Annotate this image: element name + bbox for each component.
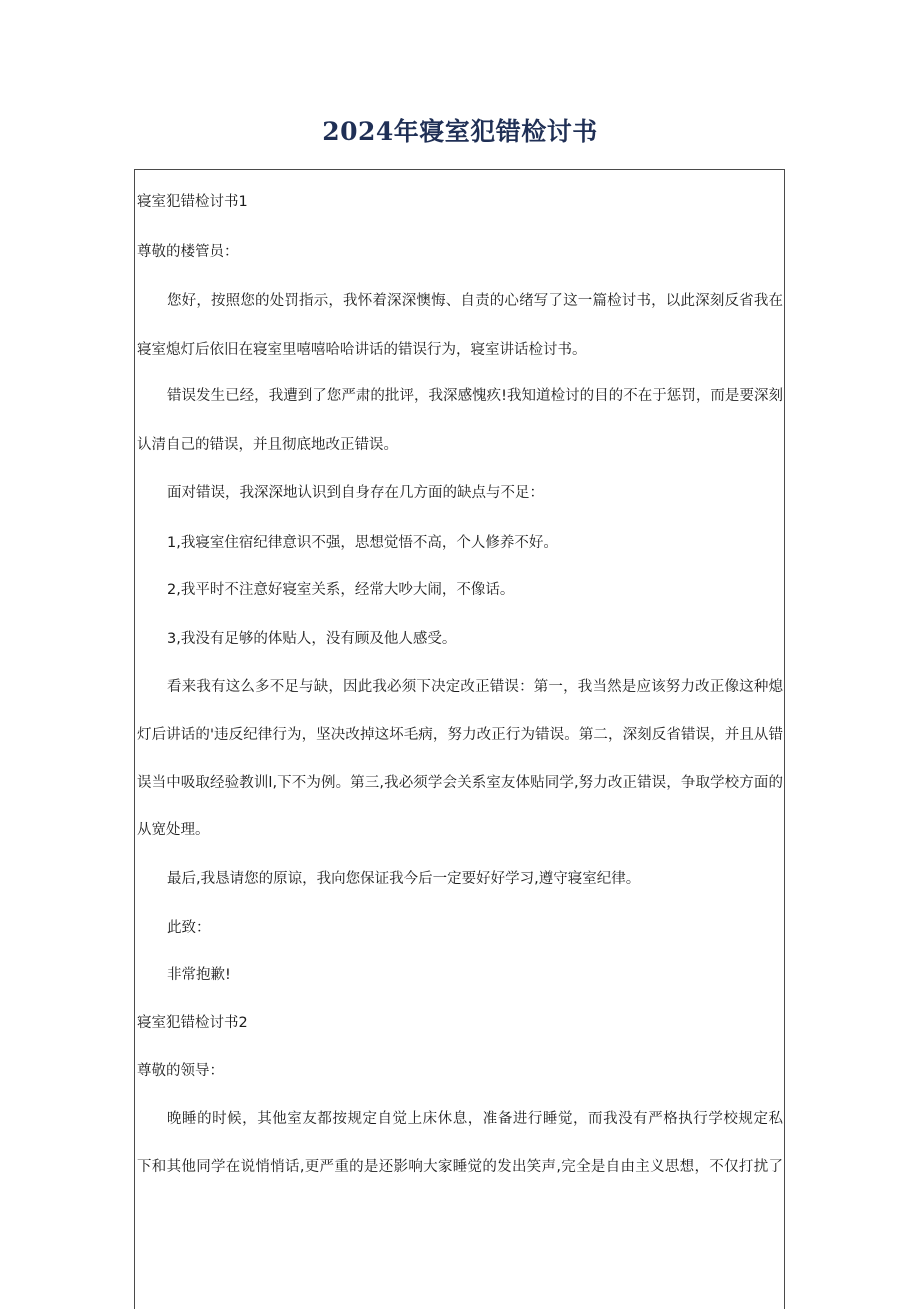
paragraph-line: 最后,我恳请您的原谅，我向您保证我今后一定要好好学习,遵守寝室纪律。	[167, 871, 641, 887]
closing-line: 非常抱歉!	[167, 967, 231, 983]
paragraph-line: 错误发生已经，我遭到了您严肃的批评，我深感愧疚!我知道检讨的目的不在于惩罚，而是要深刻	[167, 388, 783, 404]
paragraph-line: 寝室熄灯后依旧在寝室里嘻嘻哈哈讲话的错误行为，寝室讲话检讨书。	[137, 342, 587, 358]
list-item: 3,我没有足够的体贴人，没有顾及他人感受。	[167, 631, 457, 647]
paragraph-line: 下和其他同学在说悄悄话,更严重的是还影响大家睡觉的发出笑声,完全是自由主义思想，不仅打扰了	[137, 1159, 783, 1175]
paragraph-line: 认清自己的错误，并且彻底地改正错误。	[137, 437, 398, 453]
paragraph-line: 从宽处理。	[137, 822, 210, 838]
paragraph-line: 灯后讲话的'违反纪律行为，坚决改掉这坏毛病，努力改正行为错误。第二，深刻反省错误，并且从错	[137, 727, 783, 743]
paragraph-line: 面对错误，我深深地认识到自身存在几方面的缺点与不足：	[167, 485, 544, 501]
closing-line: 此致：	[167, 920, 211, 936]
paragraph-line: 误当中吸取经验教训l,下不为例。第三,我必须学会关系室友体贴同学,努力改正错误，争取学校方面的	[137, 775, 783, 791]
paragraph-line: 晚睡的时候，其他室友都按规定自觉上床休息，准备进行睡觉，而我没有严格执行学校规定私	[167, 1111, 783, 1127]
paragraph-line: 看来我有这么多不足与缺，因此我必须下决定改正错误：第一，我当然是应该努力改正像这种熄	[167, 679, 783, 695]
document-title: 2024年寝室犯错检讨书	[322, 117, 598, 146]
list-item: 2,我平时不注意好寝室关系，经常大吵大闹，不像话。	[167, 582, 515, 598]
paragraph-line: 您好，按照您的处罚指示，我怀着深深懊悔、自责的心绪写了这一篇检讨书，以此深刻反省我在	[167, 293, 783, 309]
section-heading-1: 寝室犯错检讨书1	[137, 194, 248, 210]
salutation-1: 尊敬的楼管员：	[137, 244, 239, 260]
salutation-2: 尊敬的领导：	[137, 1063, 224, 1079]
section-heading-2: 寝室犯错检讨书2	[137, 1015, 248, 1031]
list-item: 1,我寝室住宿纪律意识不强，思想觉悟不高，个人修养不好。	[167, 535, 558, 551]
